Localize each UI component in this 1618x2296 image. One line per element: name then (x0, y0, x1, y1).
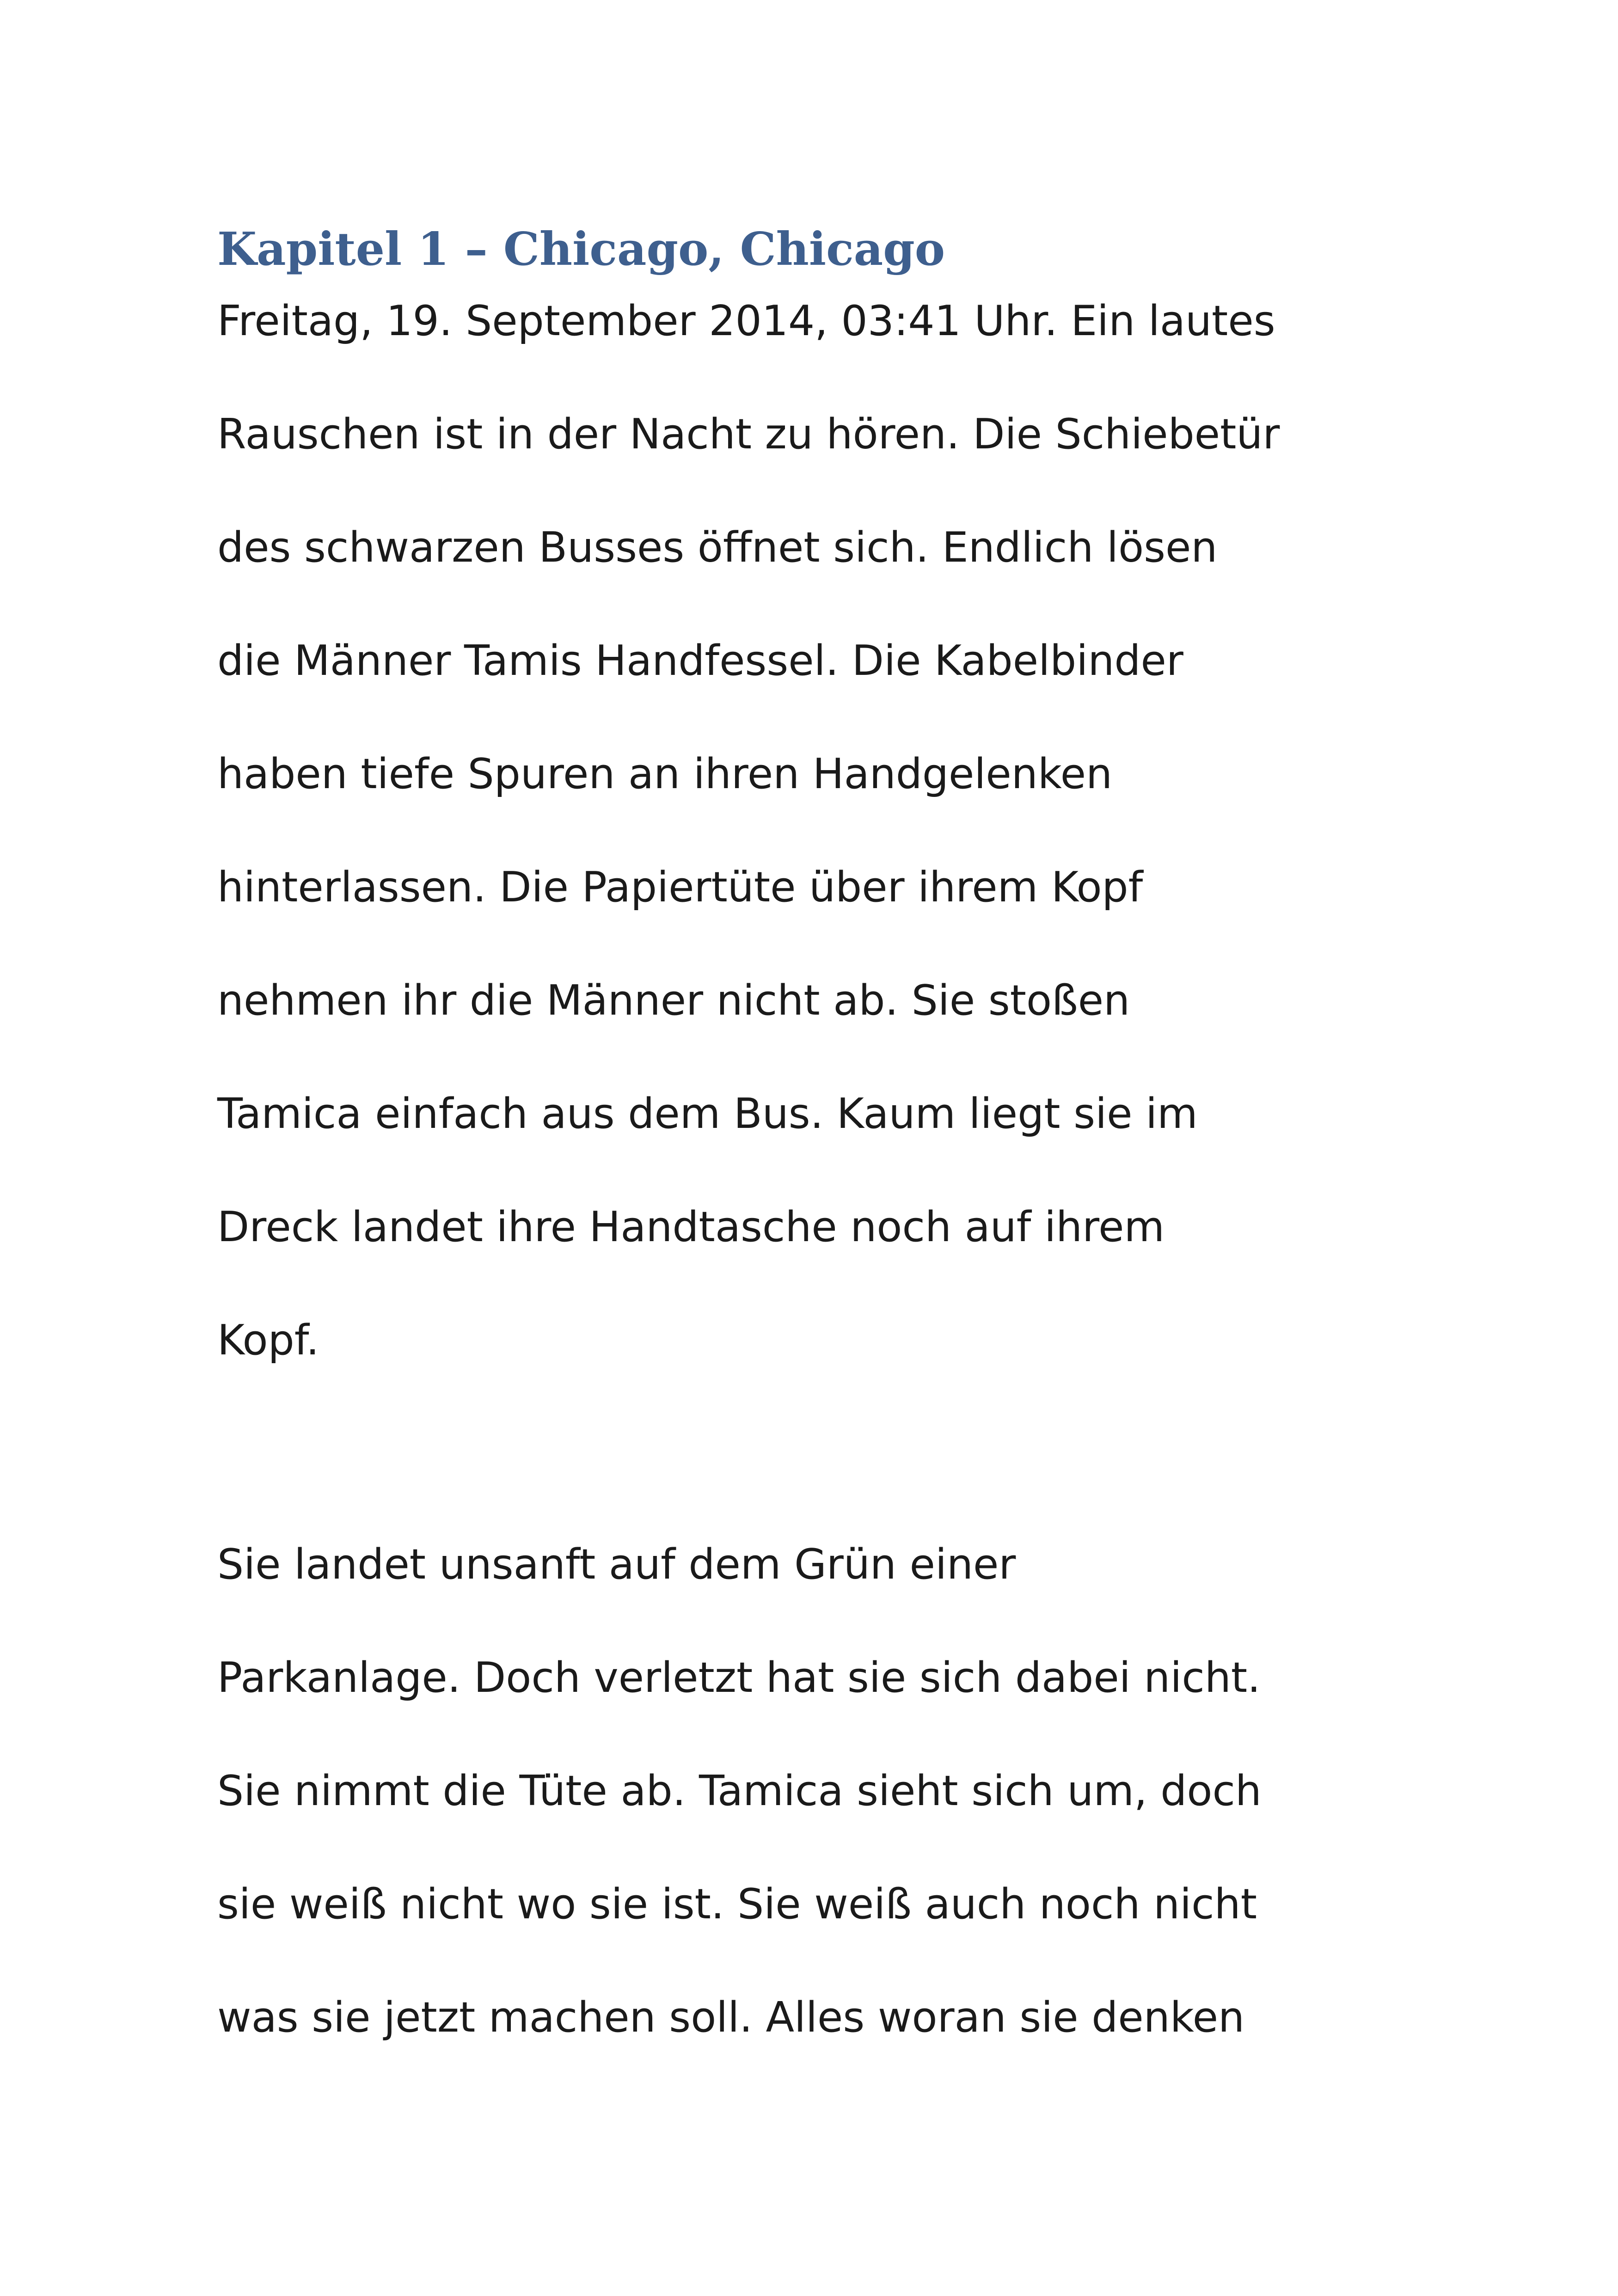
paragraph-line: Parkanlage. Doch verletzt hat sie sich dabei nicht. (217, 1653, 1261, 1702)
paragraph-line: Rauschen ist in der Nacht zu hören. Die Schiebetür (217, 410, 1280, 459)
paragraph-line: des schwarzen Busses öffnet sich. Endlich lösen (217, 523, 1218, 572)
paragraph-line: Freitag, 19. September 2014, 03:41 Uhr. Ein lautes (217, 297, 1275, 345)
chapter-title: Kapitel 1 – Chicago, Chicago (217, 223, 945, 276)
paragraph-line: sie weiß nicht wo sie ist. Sie weiß auch noch nicht (217, 1880, 1257, 1929)
paragraph-line: hinterlassen. Die Papiertüte über ihrem Kopf (217, 863, 1143, 912)
paragraph-line: Sie landet unsanft auf dem Grün einer (217, 1540, 1016, 1589)
paragraph-line: was sie jetzt machen soll. Alles woran sie denken (217, 1993, 1245, 2042)
paragraph-line: Tamica einfach aus dem Bus. Kaum liegt sie im (217, 1090, 1198, 1138)
paragraph-line: haben tiefe Spuren an ihren Handgelenken (217, 750, 1113, 798)
paragraph-line: Kopf. (217, 1316, 319, 1365)
paragraph-line: die Männer Tamis Handfessel. Die Kabelbinder (217, 637, 1183, 685)
paragraph-line: nehmen ihr die Männer nicht ab. Sie stoßen (217, 976, 1130, 1025)
paragraph-line: Dreck landet ihre Handtasche noch auf ihrem (217, 1203, 1165, 1251)
paragraph-line: Sie nimmt die Tüte ab. Tamica sieht sich um, doch (217, 1767, 1262, 1815)
